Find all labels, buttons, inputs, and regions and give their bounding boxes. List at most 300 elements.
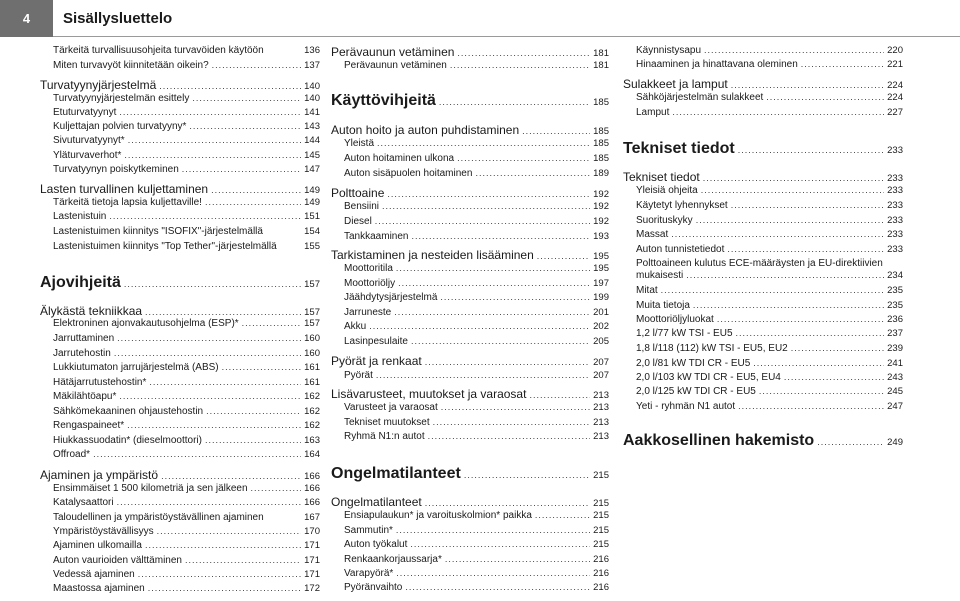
toc-page-number: 224 [887, 80, 903, 91]
toc-page-number: 195 [593, 263, 609, 274]
toc-page-number: 170 [304, 526, 320, 537]
toc-page-number: 227 [887, 107, 903, 118]
toc-entry [623, 59, 903, 70]
toc-entry [40, 241, 320, 252]
toc-entry-title: Lasinpesulaite [344, 336, 408, 347]
toc-page-number: 143 [304, 121, 320, 132]
toc-entry [623, 285, 903, 296]
toc-entry [40, 449, 320, 460]
toc-entry [40, 333, 320, 344]
toc-page-number: 213 [593, 431, 609, 442]
toc-entry [40, 583, 320, 594]
toc-page-number: 185 [593, 126, 609, 137]
toc-entry-title: Diesel [344, 216, 372, 227]
toc-entry-title: Yleisiä ohjeita [636, 185, 698, 196]
toc-dot-leader [784, 372, 884, 382]
toc-entry [331, 263, 609, 274]
toc-entry [623, 270, 903, 281]
toc-entry-title: Lastenistuimen kiinnitys "Top Tether"-järjestelmällä [53, 241, 277, 252]
toc-entry [331, 336, 609, 347]
header-rule [53, 36, 960, 37]
toc-entry [40, 526, 320, 537]
toc-entry [40, 420, 320, 431]
toc-entry-title: 1,8 l/118 (112) kW TSI - EU5, EU2 [636, 343, 788, 354]
toc-dot-leader [145, 540, 301, 550]
toc-entry-title: Auton sisäpuolen hoitaminen [344, 168, 473, 179]
toc-dot-leader [701, 185, 884, 195]
toc-page-number: 239 [887, 343, 903, 354]
toc-dot-leader [410, 539, 590, 549]
toc-page-number: 160 [304, 333, 320, 344]
toc-entry [40, 226, 320, 237]
toc-dot-leader [791, 343, 884, 353]
toc-dot-leader [522, 126, 590, 136]
toc-page-number: 213 [593, 417, 609, 428]
toc-page-number: 235 [887, 285, 903, 296]
toc-entry-title: Mitat [636, 285, 658, 296]
toc-entry [331, 525, 609, 536]
toc-dot-leader [189, 121, 301, 131]
toc-page-number: 171 [304, 540, 320, 551]
toc-page-number: 215 [593, 470, 609, 481]
toc-entry-title: Käynnistysapu [636, 45, 702, 56]
toc-entry [40, 483, 320, 494]
toc-entry-title: Lastenistuin [53, 211, 107, 222]
toc-entry [40, 197, 320, 208]
toc-entry [40, 377, 320, 388]
toc-dot-leader [445, 554, 590, 564]
toc-entry [623, 386, 903, 397]
toc-page-number: 157 [304, 307, 320, 318]
toc-dot-leader [441, 402, 590, 412]
toc-entry-title: Ensimmäiset 1 500 kilometriä ja sen jälkeen [53, 483, 248, 494]
toc-entry-title: Aakkosellinen hakemisto [623, 432, 815, 449]
toc-entry [623, 215, 903, 226]
toc-entry-title: Muita tietoja [636, 300, 690, 311]
toc-entry [623, 328, 903, 339]
toc-entry [331, 582, 609, 593]
toc-page-number: 207 [593, 370, 609, 381]
toc-page-number: 166 [304, 483, 320, 494]
toc-page-number: 192 [593, 201, 609, 212]
toc-dot-leader [440, 292, 590, 302]
toc-entry-title: Miten turvavyöt kiinnitetään oikein? [53, 60, 209, 71]
toc-entry-title: Sähkömekaaninen ohjaustehostin [53, 406, 204, 417]
toc-entry-title: Elektroninen ajonvakautusohjelma (ESP)* [53, 318, 239, 329]
toc-dot-leader [387, 189, 590, 199]
toc-page-number: 195 [593, 251, 609, 262]
toc-entry-title: Polttoaine [331, 186, 385, 200]
toc-page-number: 216 [593, 568, 609, 579]
toc-dot-leader [157, 526, 302, 536]
toc-entry [623, 432, 903, 450]
toc-entry-title: Perävaunun vetäminen [331, 45, 455, 59]
toc-entry [623, 258, 903, 269]
toc-page-number: 161 [304, 377, 320, 388]
toc-entry-title: Etuturvatyynyt [53, 107, 117, 118]
toc-page-number: 233 [887, 215, 903, 226]
toc-entry-title: Ajovihjeitä [40, 274, 121, 291]
toc-dot-leader [128, 135, 301, 145]
toc-entry-title: Jäähdytysjärjestelmä [344, 292, 438, 303]
toc-entry-title: Pyöränvaihto [344, 582, 403, 593]
toc-page-number: 167 [304, 512, 320, 523]
toc-entry [331, 186, 609, 200]
toc-entry [331, 231, 609, 242]
toc-page-number: 221 [887, 59, 903, 70]
toc-entry [40, 45, 320, 56]
toc-entry-title: Renkaankorjaussarja* [344, 554, 442, 565]
toc-entry [331, 278, 609, 289]
toc-entry-title: Auton hoitaminen ulkona [344, 153, 455, 164]
toc-entry [331, 495, 609, 509]
toc-page-number: 197 [593, 278, 609, 289]
toc-dot-leader [766, 92, 884, 102]
toc-entry [40, 468, 320, 482]
toc-entry-title: Varapyörä* [344, 568, 394, 579]
toc-dot-leader [759, 386, 884, 396]
toc-page-number: 154 [304, 226, 320, 237]
toc-page-number: 185 [593, 153, 609, 164]
toc-entry [40, 274, 320, 292]
toc-entry [40, 318, 320, 329]
toc-page-number: 220 [887, 45, 903, 56]
toc-entry [331, 402, 609, 413]
toc-dot-leader [535, 510, 590, 520]
toc-entry-title: Auton työkalut [344, 539, 408, 550]
toc-dot-leader [671, 229, 884, 239]
toc-page-number: 161 [304, 362, 320, 373]
toc-dot-leader [119, 107, 301, 117]
toc-entry-title: Lastenistuimen kiinnitys "ISOFIX"-järjestelmällä [53, 226, 263, 237]
toc-dot-leader [439, 97, 590, 107]
toc-dot-leader [205, 435, 301, 445]
toc-entry [331, 321, 609, 332]
toc-entry-title: Suorituskyky [636, 215, 693, 226]
toc-entry-title: Vedessä ajaminen [53, 569, 135, 580]
toc-dot-leader [396, 263, 590, 273]
toc-entry [623, 229, 903, 240]
toc-entry-title: Jarruneste [344, 307, 392, 318]
toc-entry-title: Auton hoito ja auton puhdistaminen [331, 123, 520, 137]
toc-entry-title: Moottoriöljyluokat [636, 314, 714, 325]
toc-page-number: 224 [887, 92, 903, 103]
toc-page-number: 205 [593, 336, 609, 347]
toc-page-number: 160 [304, 348, 320, 359]
toc-page-number: 234 [887, 270, 903, 281]
toc-dot-leader [251, 483, 302, 493]
toc-entry-title: Tärkeitä tietoja lapsia kuljettaville! [53, 197, 202, 208]
toc-dot-leader [696, 215, 884, 225]
toc-dot-leader [672, 107, 884, 117]
toc-page-number: 162 [304, 391, 320, 402]
page-header [0, 0, 960, 37]
toc-page-number: 233 [887, 173, 903, 184]
toc-entry [331, 539, 609, 550]
toc-dot-leader [119, 391, 301, 401]
toc-page-number: 162 [304, 420, 320, 431]
toc-entry [623, 358, 903, 369]
toc-entry [623, 45, 903, 56]
toc-entry-title: Polttoaineen kulutus ECE-määräysten ja EU-direktiivien [636, 258, 883, 269]
toc-dot-leader [738, 401, 884, 411]
toc-entry-title: Maastossa ajaminen [53, 583, 145, 594]
toc-dot-leader [736, 328, 885, 338]
toc-page-number: 149 [304, 185, 320, 196]
toc-entry-title: Tekniset tiedot [623, 140, 735, 157]
toc-entry [40, 211, 320, 222]
toc-dot-leader [425, 357, 590, 367]
toc-entry [623, 200, 903, 211]
toc-page-number: 233 [887, 200, 903, 211]
toc-entry [331, 568, 609, 579]
toc-dot-leader [117, 333, 301, 343]
toc-entry-title: Perävaunun vetäminen [344, 60, 447, 71]
toc-dot-leader [717, 314, 884, 324]
toc-entry-title: mukaisesti [636, 270, 684, 281]
toc-entry [331, 431, 609, 442]
toc-dot-leader [124, 150, 301, 160]
toc-entry [40, 78, 320, 92]
toc-entry [623, 401, 903, 412]
toc-entry [40, 512, 320, 523]
toc-entry-title: Varusteet ja varaosat [344, 402, 438, 413]
toc-entry-title: Yeti - ryhmän N1 autot [636, 401, 736, 412]
toc-dot-leader [475, 168, 590, 178]
toc-page-number: 163 [304, 435, 320, 446]
toc-dot-leader [661, 285, 884, 295]
toc-entry [40, 569, 320, 580]
toc-entry [623, 343, 903, 354]
toc-entry-title: 2,0 l/125 kW TDI CR - EU5 [636, 386, 756, 397]
toc-dot-leader [731, 200, 884, 210]
toc-entry-title: Akku [344, 321, 367, 332]
toc-page-number: 233 [887, 185, 903, 196]
toc-entry-title: Tekniset tiedot [623, 170, 700, 184]
toc-entry-title: Auton vaurioiden välttäminen [53, 555, 182, 566]
toc-page-number: 157 [304, 318, 320, 329]
toc-dot-leader [450, 60, 590, 70]
toc-entry-title: Rengaspaineet* [53, 420, 125, 431]
toc-page-number: 237 [887, 328, 903, 339]
toc-page-number: 185 [593, 97, 609, 108]
toc-entry-title: Pyörät ja renkaat [331, 354, 422, 368]
toc-dot-leader [464, 470, 590, 480]
toc-entry [331, 248, 609, 262]
toc-dot-leader [117, 497, 302, 507]
toc-dot-leader [693, 300, 884, 310]
toc-dot-leader [206, 406, 301, 416]
toc-entry-title: Pyörät [344, 370, 373, 381]
toc-dot-leader [396, 568, 590, 578]
toc-entry [331, 201, 609, 212]
toc-entry [623, 185, 903, 196]
toc-dot-leader [801, 59, 884, 69]
toc-entry-title: Yläturvaverhot* [53, 150, 122, 161]
toc-dot-leader [394, 307, 590, 317]
toc-page-number: 136 [304, 45, 320, 56]
toc-entry-title: Hiukkassuodatin* (dieselmoottori) [53, 435, 202, 446]
toc-page-number: 171 [304, 555, 320, 566]
toc-entry-title: Offroad* [53, 449, 91, 460]
toc-page-number: 181 [593, 48, 609, 59]
toc-entry [331, 554, 609, 565]
toc-page-number: 144 [304, 135, 320, 146]
toc-page-number: 213 [593, 390, 609, 401]
toc-entry [40, 555, 320, 566]
toc-page-number: 216 [593, 582, 609, 593]
toc-entry-title: Moottoritila [344, 263, 393, 274]
toc-dot-leader [411, 336, 590, 346]
toc-dot-leader [376, 370, 590, 380]
toc-entry-title: Tankkaaminen [344, 231, 409, 242]
toc-dot-leader [731, 80, 884, 90]
toc-entry-title: Tarkistaminen ja nesteiden lisääminen [331, 248, 534, 262]
page-number-badge: 4 [0, 0, 53, 37]
toc-entry-title: Kuljettajan polvien turvatyyny* [53, 121, 187, 132]
toc-entry [623, 140, 903, 158]
toc-dot-leader [529, 390, 590, 400]
toc-dot-leader [138, 569, 301, 579]
toc-dot-leader [817, 437, 884, 447]
toc-page-number: 216 [593, 554, 609, 565]
toc-entry [40, 150, 320, 161]
toc-entry [40, 540, 320, 551]
toc-entry [331, 45, 609, 59]
toc-entry-title: Turvatyynyn poiskytkeminen [53, 164, 179, 175]
toc-entry-title: Ryhmä N1:n autot [344, 431, 425, 442]
toc-entry [623, 92, 903, 103]
toc-entry-title: Ongelmatilanteet [331, 465, 461, 482]
toc-entry-title: Auton tunnistetiedot [636, 244, 725, 255]
toc-dot-leader [161, 471, 301, 481]
toc-entry [40, 304, 320, 318]
toc-entry [40, 182, 320, 196]
toc-entry [331, 510, 609, 521]
toc-entry [331, 92, 609, 110]
toc-entry-title: Tekniset muutokset [344, 417, 430, 428]
toc-entry-title: 2,0 l/103 kW TDI CR - EU5, EU4 [636, 372, 781, 383]
toc-entry [623, 244, 903, 255]
toc-entry [40, 135, 320, 146]
toc-entry [623, 77, 903, 91]
toc-entry-title: Katalysaattori [53, 497, 114, 508]
toc-entry-title: Yleistä [344, 138, 375, 149]
toc-dot-leader [704, 45, 884, 55]
toc-entry [331, 354, 609, 368]
toc-dot-leader [182, 164, 301, 174]
toc-entry [623, 300, 903, 311]
toc-dot-leader [242, 318, 301, 328]
toc-dot-leader [377, 138, 590, 148]
toc-entry-title: Ajaminen ja ympäristö [40, 468, 159, 482]
toc-dot-leader [149, 377, 301, 387]
toc-page-number: 233 [887, 145, 903, 156]
toc-page-number: 157 [304, 279, 320, 290]
toc-page-number: 145 [304, 150, 320, 161]
toc-entry-title: Bensiini [344, 201, 380, 212]
toc-page-number: 181 [593, 60, 609, 71]
toc-dot-leader [753, 358, 884, 368]
toc-page-number: 162 [304, 406, 320, 417]
toc-entry-title: Lisävarusteet, muutokset ja varaosat [331, 387, 527, 401]
toc-entry-title: Tärkeitä turvallisuusohjeita turvavöiden käytöön [53, 45, 264, 56]
toc-dot-leader [127, 420, 301, 430]
toc-entry-title: Ensiapulaukun* ja varoituskolmion* paikka [344, 510, 532, 521]
toc-dot-leader [145, 307, 301, 317]
toc-entry-title: Ongelmatilanteet [331, 495, 422, 509]
toc-entry-title: Turvatyynyjärjestelmän esittely [53, 93, 190, 104]
toc-dot-leader [192, 93, 301, 103]
toc-entry-title: 1,2 l/77 kW TSI - EU5 [636, 328, 733, 339]
toc-page-number: 249 [887, 437, 903, 448]
toc-page-number: 189 [593, 168, 609, 179]
toc-entry-title: Lukkiutumaton jarrujärjestelmä (ABS) [53, 362, 219, 373]
toc-dot-leader [425, 498, 590, 508]
toc-page-number: 245 [887, 386, 903, 397]
toc-entry-title: Lasten turvallinen kuljettaminen [40, 182, 209, 196]
toc-page-number: 166 [304, 497, 320, 508]
toc-dot-leader [205, 197, 301, 207]
toc-page-number: 140 [304, 81, 320, 92]
toc-page-number: 235 [887, 300, 903, 311]
toc-entry [40, 348, 320, 359]
toc-page-number: 213 [593, 402, 609, 413]
toc-dot-leader [375, 216, 590, 226]
toc-entry [331, 216, 609, 227]
toc-dot-leader [686, 270, 884, 280]
toc-page-number: 172 [304, 583, 320, 594]
toc-entry-title: Sähköjärjestelmän sulakkeet [636, 92, 764, 103]
toc-page-number: 141 [304, 107, 320, 118]
toc-entry [331, 60, 609, 71]
toc-page-number: 215 [593, 539, 609, 550]
toc-entry-title: Taloudellinen ja ympäristöystävällinen ajaminen [53, 512, 264, 523]
toc-dot-leader [428, 431, 591, 441]
toc-entry-title: Käyttövihjeitä [331, 92, 436, 109]
toc-page-number: 207 [593, 357, 609, 368]
toc-entry [40, 60, 320, 71]
toc-page-number: 241 [887, 358, 903, 369]
toc-page-number: 202 [593, 321, 609, 332]
toc-page-number: 137 [304, 60, 320, 71]
toc-entry-title: Mäkilähtöapu* [53, 391, 117, 402]
toc-entry [40, 107, 320, 118]
toc-dot-leader [382, 201, 590, 211]
toc-entry [40, 121, 320, 132]
toc-page-number: 215 [593, 525, 609, 536]
toc-page-number: 192 [593, 216, 609, 227]
toc-entry [623, 314, 903, 325]
toc-page-number: 147 [304, 164, 320, 175]
toc-entry-title: Älykästä tekniikkaa [40, 304, 143, 318]
toc-entry [623, 372, 903, 383]
toc-dot-leader [727, 244, 884, 254]
page-title: Sisällysluettelo [63, 10, 173, 27]
toc-entry-title: Lamput [636, 107, 670, 118]
toc-entry [331, 138, 609, 149]
toc-dot-leader [369, 321, 590, 331]
toc-entry-title: Ajaminen ulkomailla [53, 540, 142, 551]
toc-dot-leader [433, 417, 591, 427]
toc-page-number: 233 [887, 229, 903, 240]
toc-page-number: 233 [887, 244, 903, 255]
toc-dot-leader [159, 81, 301, 91]
toc-dot-leader [212, 60, 302, 70]
toc-page-number: 140 [304, 93, 320, 104]
toc-dot-leader [703, 173, 884, 183]
toc-dot-leader [148, 583, 301, 593]
